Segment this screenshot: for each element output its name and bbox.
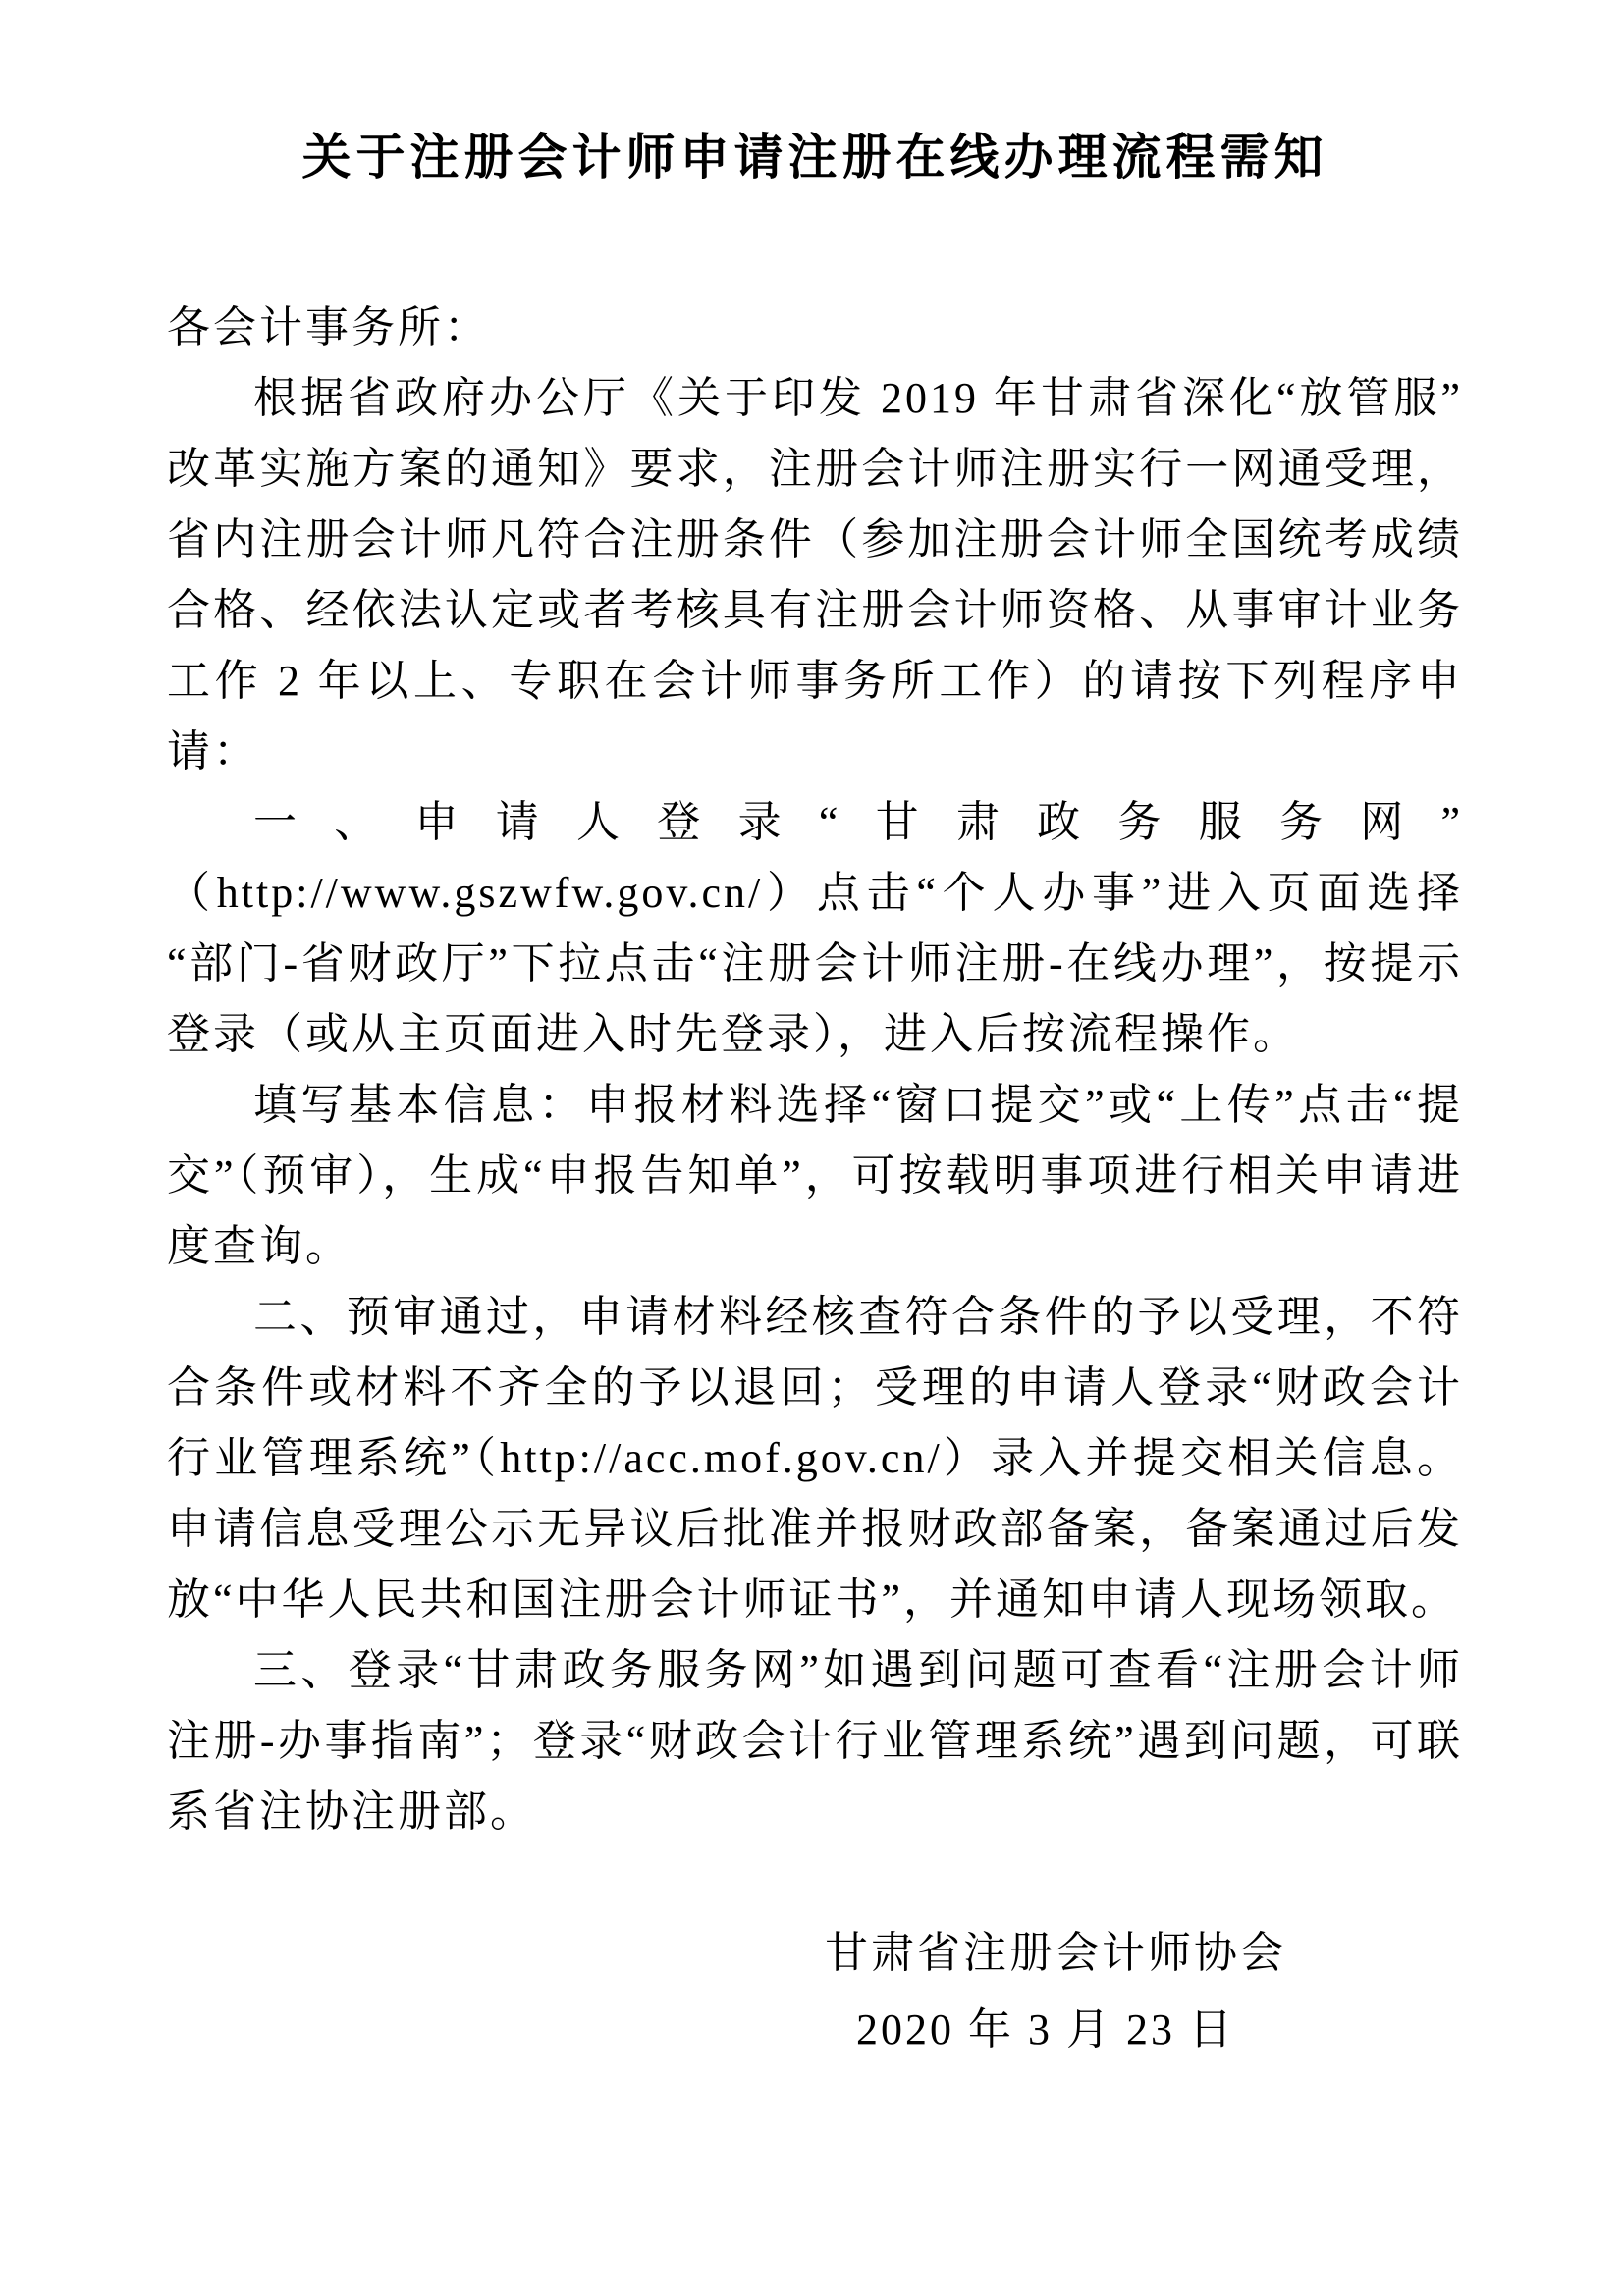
document-body xyxy=(167,363,1463,1847)
document-title: 关于注册会计师申请注册在线办理流程需知 xyxy=(301,130,1328,185)
salutation: 各会计事务所： xyxy=(167,303,490,351)
body-paragraph: 三、登录“甘肃政务服务网”如遇到问题可查看“注册会计师注册-办事指南”；登录“财政会计行业管理系统”遇到问题，可联系省注协注册部。 xyxy=(167,1646,1463,1836)
body-paragraph: 一、申请人登录“甘肃政务服务网”（http://www.gszwfw.gov.cn/）点击“个人办事”进入页面选择“部门-省财政厅”下拉点击“注册会计师注册-在线办理”，按提示登录（或从主页面进入时先登录），进入后按流程操作。 xyxy=(167,798,1463,1058)
body-paragraph: 根据省政府办公厅《关于印发 2019 年甘肃省深化“放管服”改革实施方案的通知》要求，注册会计师注册实行一网通受理，省内注册会计师凡符合注册条件（参加注册会计师全国统考成绩合格、经依法认定或者考核具有注册会计师资格、从事审计业务工作 2 年以上、专职在会计师事务所工作）的请按下列程序申请： xyxy=(167,374,1463,775)
body-paragraph: 二、预审通过，申请材料经核查符合条件的予以受理，不符合条件或材料不齐全的予以退回；受理的申请人登录“财政会计行业管理系统”（http://acc.mof.gov.cn/）录入并提交相关信息。申请信息受理公示无异议后批准并报财政部备案，备案通过后发放“中华人民共和国注册会计师证书”，并通知申请人现场领取。 xyxy=(167,1293,1463,1624)
date: 2020 年 3 月 23 日 xyxy=(856,2005,1235,2054)
body-paragraph: 填写基本信息：申报材料选择“窗口提交”或“上传”点击“提交”（预审），生成“申报告知单”，可按载明事项进行相关申请进度查询。 xyxy=(167,1081,1463,1270)
signature: 甘肃省注册会计师协会 xyxy=(825,1929,1286,1977)
